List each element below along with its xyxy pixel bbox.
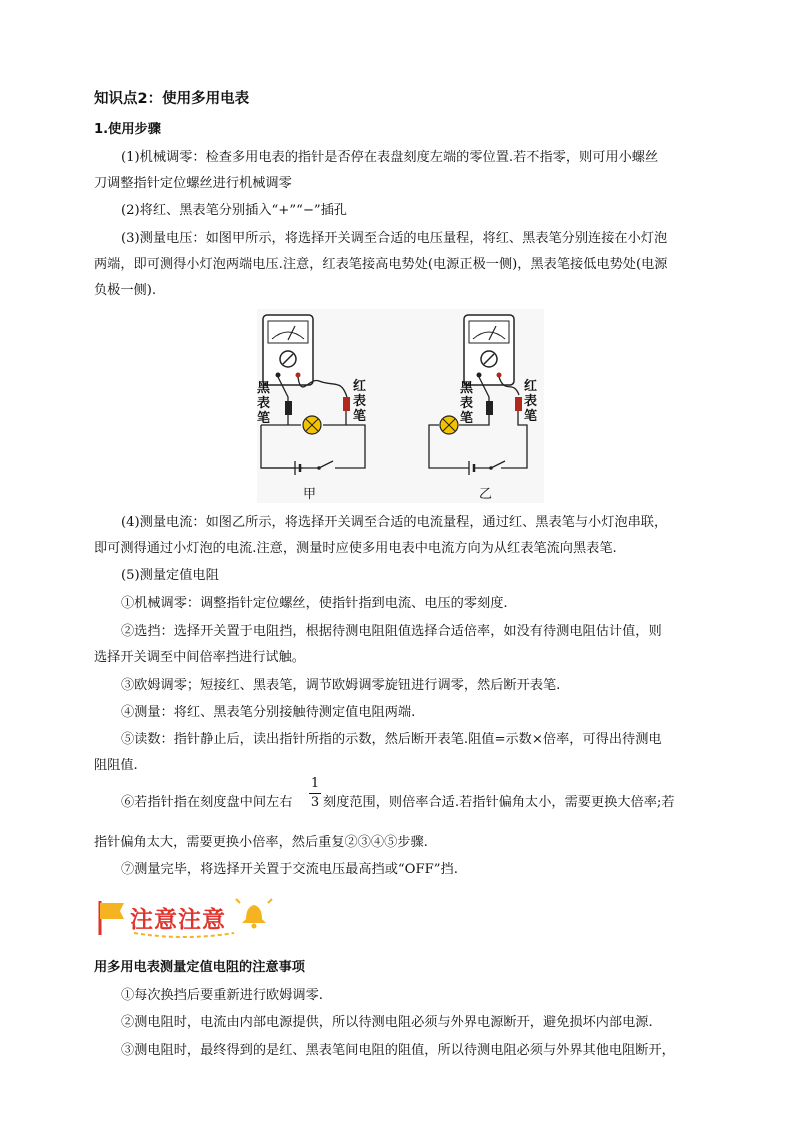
substep-5-line-1: ⑤读数：指针静止后，读出指针所指的示数，然后断开表笔.阻值=示数×倍率，可得出待测电 [121, 732, 662, 747]
step-1-line-1: (1)机械调零：检查多用电表的指针是否停在表盘刻度左端的零位置.若不指零，则可用小螺丝 [121, 150, 659, 165]
step-2: (2)将红、黑表笔分别插入“+”“−”插孔 [121, 203, 347, 218]
substep-6-suffix: 刻度范围，则倍率合适.若指针偏角太小，需要更换大倍率;若 [323, 795, 675, 810]
substep-4: ④测量：将红、黑表笔分别接触待测定值电阻两端. [121, 705, 416, 720]
step-3-line-2: 两端，即可测得小灯泡两端电压.注意，红表笔接高电势处(电源正极一侧)，黑表笔接低电势处(电源 [94, 257, 668, 272]
substep-5-line-2: 阻阻值. [94, 758, 138, 773]
notes-title: 用多用电表测量定值电阻的注意事项 [94, 960, 305, 975]
substep-2-line-1: ②选挡：选择开关置于电阻挡，根据待测电阻阻值选择合适倍率，如没有待测电阻估计值，则 [121, 624, 662, 639]
step-4-line-1: (4)测量电流：如图乙所示，将选择开关调至合适的电流量程，通过红、黑表笔与小灯泡串联， [121, 515, 668, 530]
substep-7: ⑦测量完毕，将选择开关置于交流电压最高挡或“OFF”挡. [121, 862, 458, 877]
step-3-line-1: (3)测量电压：如图甲所示，将选择开关调至合适的电压量程，将红、黑表笔分别连接在小灯泡 [121, 231, 668, 246]
caption-yi: 乙 [479, 487, 493, 502]
substep-3: ③欧姆调零；短接红、黑表笔，调节欧姆调零旋钮进行调零，然后断开表笔. [121, 678, 561, 693]
steps-title: 1.使用步骤 [94, 122, 161, 137]
bell-icon [236, 899, 272, 929]
section-heading: 知识点2：使用多用电表 [94, 91, 250, 107]
substep-1: ①机械调零：调整指针定位螺丝，使指针指到电流、电压的零刻度. [121, 596, 508, 611]
note-1: ①每次换挡后要重新进行欧姆调零. [121, 988, 324, 1003]
note-3: ③测电阻时，最终得到的是红、黑表笔间电阻的阻值，所以待测电阻必须与外界其他电阻断开， [121, 1043, 675, 1058]
note-2: ②测电阻时，电流由内部电源提供，所以待测电阻必须与外界电源断开，避免损坏内部电源. [121, 1015, 653, 1030]
fraction-one-third [309, 776, 321, 811]
fraction-denominator: 3 [310, 795, 320, 810]
label-red-probe-right: 红表笔 [524, 379, 538, 424]
caption-jia: 甲 [303, 487, 317, 502]
step-4-line-2: 即可测得通过小灯泡的电流.注意，测量时应使多用电表中电流方向为从红表笔流向黑表笔. [94, 541, 617, 556]
label-black-probe-left: 黑表笔 [257, 381, 271, 426]
substep-6-line-2: 指针偏角太大，需要更换小倍率，然后重复②③④⑤步骤. [94, 835, 428, 850]
flag-icon [100, 901, 124, 935]
substep-2-line-2: 选择开关调至中间倍率挡进行试触。 [94, 650, 305, 665]
substep-6-prefix: ⑥若指针指在刻度盘中间左右 [121, 795, 293, 810]
fraction-numerator: 1 [310, 776, 320, 791]
label-black-probe-right: 黑表笔 [460, 381, 474, 426]
step-3-line-3: 负极一侧). [94, 283, 157, 298]
step-1-line-2: 刀调整指针定位螺丝进行机械调零 [94, 176, 292, 191]
label-red-probe-left: 红表笔 [353, 379, 367, 424]
step-5-title: (5)测量定值电阻 [121, 568, 219, 583]
notice-label: 注意注意 [130, 907, 226, 933]
notice-banner [94, 895, 274, 941]
